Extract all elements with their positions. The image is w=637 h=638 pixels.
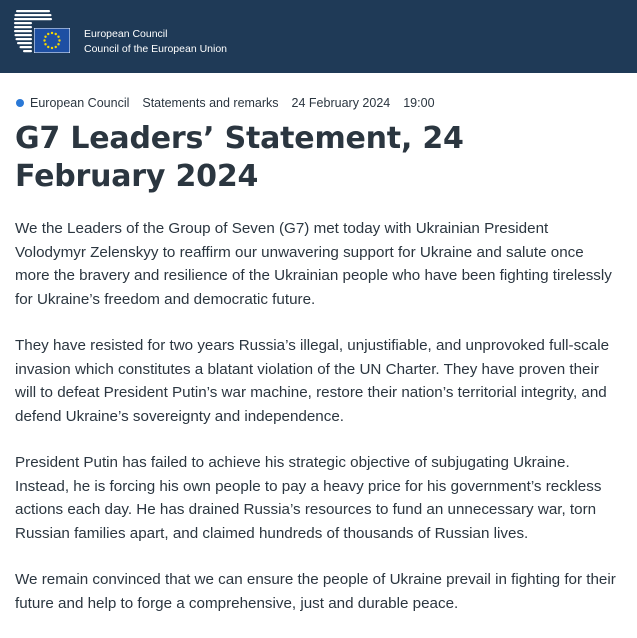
org-name-european-council: European Council <box>84 28 168 40</box>
site-header <box>0 0 637 73</box>
article-paragraph-1: We the Leaders of the Group of Seven (G7) met today with Ukrainian President Volodymyr Zelenskyy to reaffirm our unwavering support for Ukraine and salute once more the bravery and resilience of the Ukrainian people who have been fighting tirelessly for Ukraine’s freedom and democratic future. <box>15 220 612 308</box>
council-logo[interactable] <box>14 8 72 58</box>
article-body <box>15 217 622 638</box>
organisation-names[interactable] <box>84 27 227 57</box>
eu-flag-icon <box>34 28 70 53</box>
meta-time: 19:00 <box>403 96 435 110</box>
org-name-council-eu: Council of the European Union <box>84 43 228 55</box>
meta-date: 24 February 2024 <box>291 96 391 110</box>
meta-type[interactable]: Statements and remarks <box>142 96 279 110</box>
page-title: G7 Leaders’ Statement, 24 February 2024 <box>15 121 464 194</box>
article-paragraph-4: We remain convinced that we can ensure the people of Ukraine prevail in fighting for their future and help to forge a comprehensive, just and durable peace. <box>15 571 616 612</box>
article-meta <box>16 95 435 111</box>
article-paragraph-2: They have resisted for two years Russia’s illegal, unjustifiable, and unprovoked full-scale invasion which constitutes a blatant violation of the UN Charter. They have proven their will to defeat President Putin’s war machine, restore their nation’s territorial integrity, and defend Ukraine’s sovereignty and independence. <box>15 337 610 425</box>
meta-category[interactable]: European Council <box>30 96 130 110</box>
article-paragraph-3: President Putin has failed to achieve his strategic objective of subjugating Ukraine. Instead, he is forcing his own people to pay a heavy price for his government’s reckless actions each day. He has drained Russia’s resources to fund an unnecessary war, torn Russian families apart, and claimed hundreds of thousands of Russian lives. <box>15 454 602 542</box>
category-dot-icon <box>16 99 24 107</box>
